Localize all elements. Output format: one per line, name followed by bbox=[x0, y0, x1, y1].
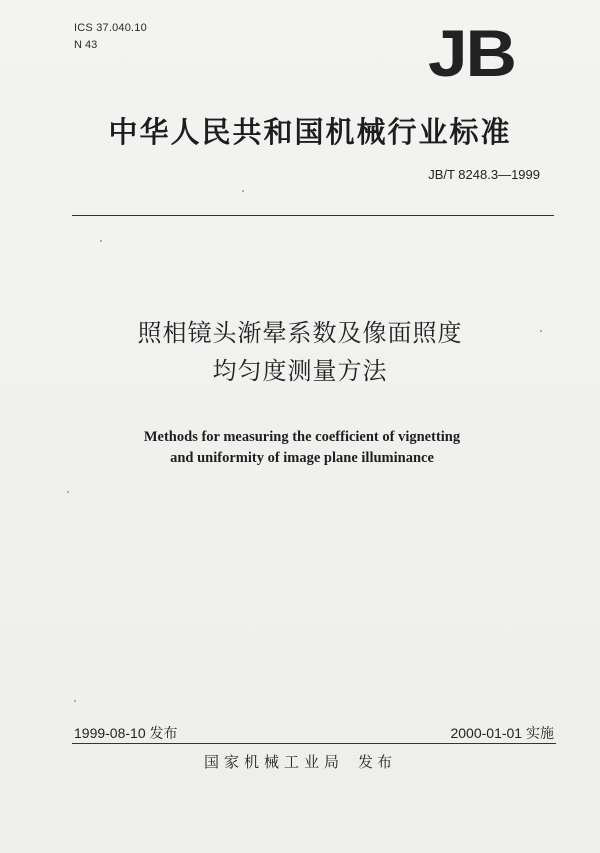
top-divider bbox=[72, 215, 554, 216]
category-code: N 43 bbox=[74, 39, 98, 51]
scan-speck bbox=[74, 700, 76, 702]
english-title-line-1: Methods for measuring the coefficient of vignetting bbox=[143, 429, 461, 445]
standard-number: JB/T 8248.3—1999 bbox=[428, 167, 540, 182]
scan-speck bbox=[100, 240, 102, 242]
english-title-line-2: and uniformity of image plane illuminance bbox=[170, 450, 434, 466]
implementation-date: 2000-01-01 实施 bbox=[450, 725, 554, 741]
jb-logo: JB bbox=[428, 16, 515, 90]
scan-speck bbox=[540, 330, 542, 332]
publisher-org: 国家机械工业局 bbox=[203, 753, 344, 771]
scan-speck bbox=[67, 491, 69, 493]
scan-speck bbox=[242, 190, 244, 192]
publisher bbox=[150, 751, 450, 772]
standard-title: 中华人民共和国机械行业标准 bbox=[108, 115, 512, 149]
ics-code: ICS 37.040.10 bbox=[74, 22, 147, 34]
bottom-divider bbox=[72, 743, 556, 744]
chinese-title-line-1: 照相镜头渐晕系数及像面照度 bbox=[137, 319, 463, 347]
chinese-title-line-2: 均匀度测量方法 bbox=[212, 357, 388, 385]
publisher-action: 发布 bbox=[358, 753, 397, 771]
issue-date: 1999-08-10 发布 bbox=[74, 725, 178, 741]
